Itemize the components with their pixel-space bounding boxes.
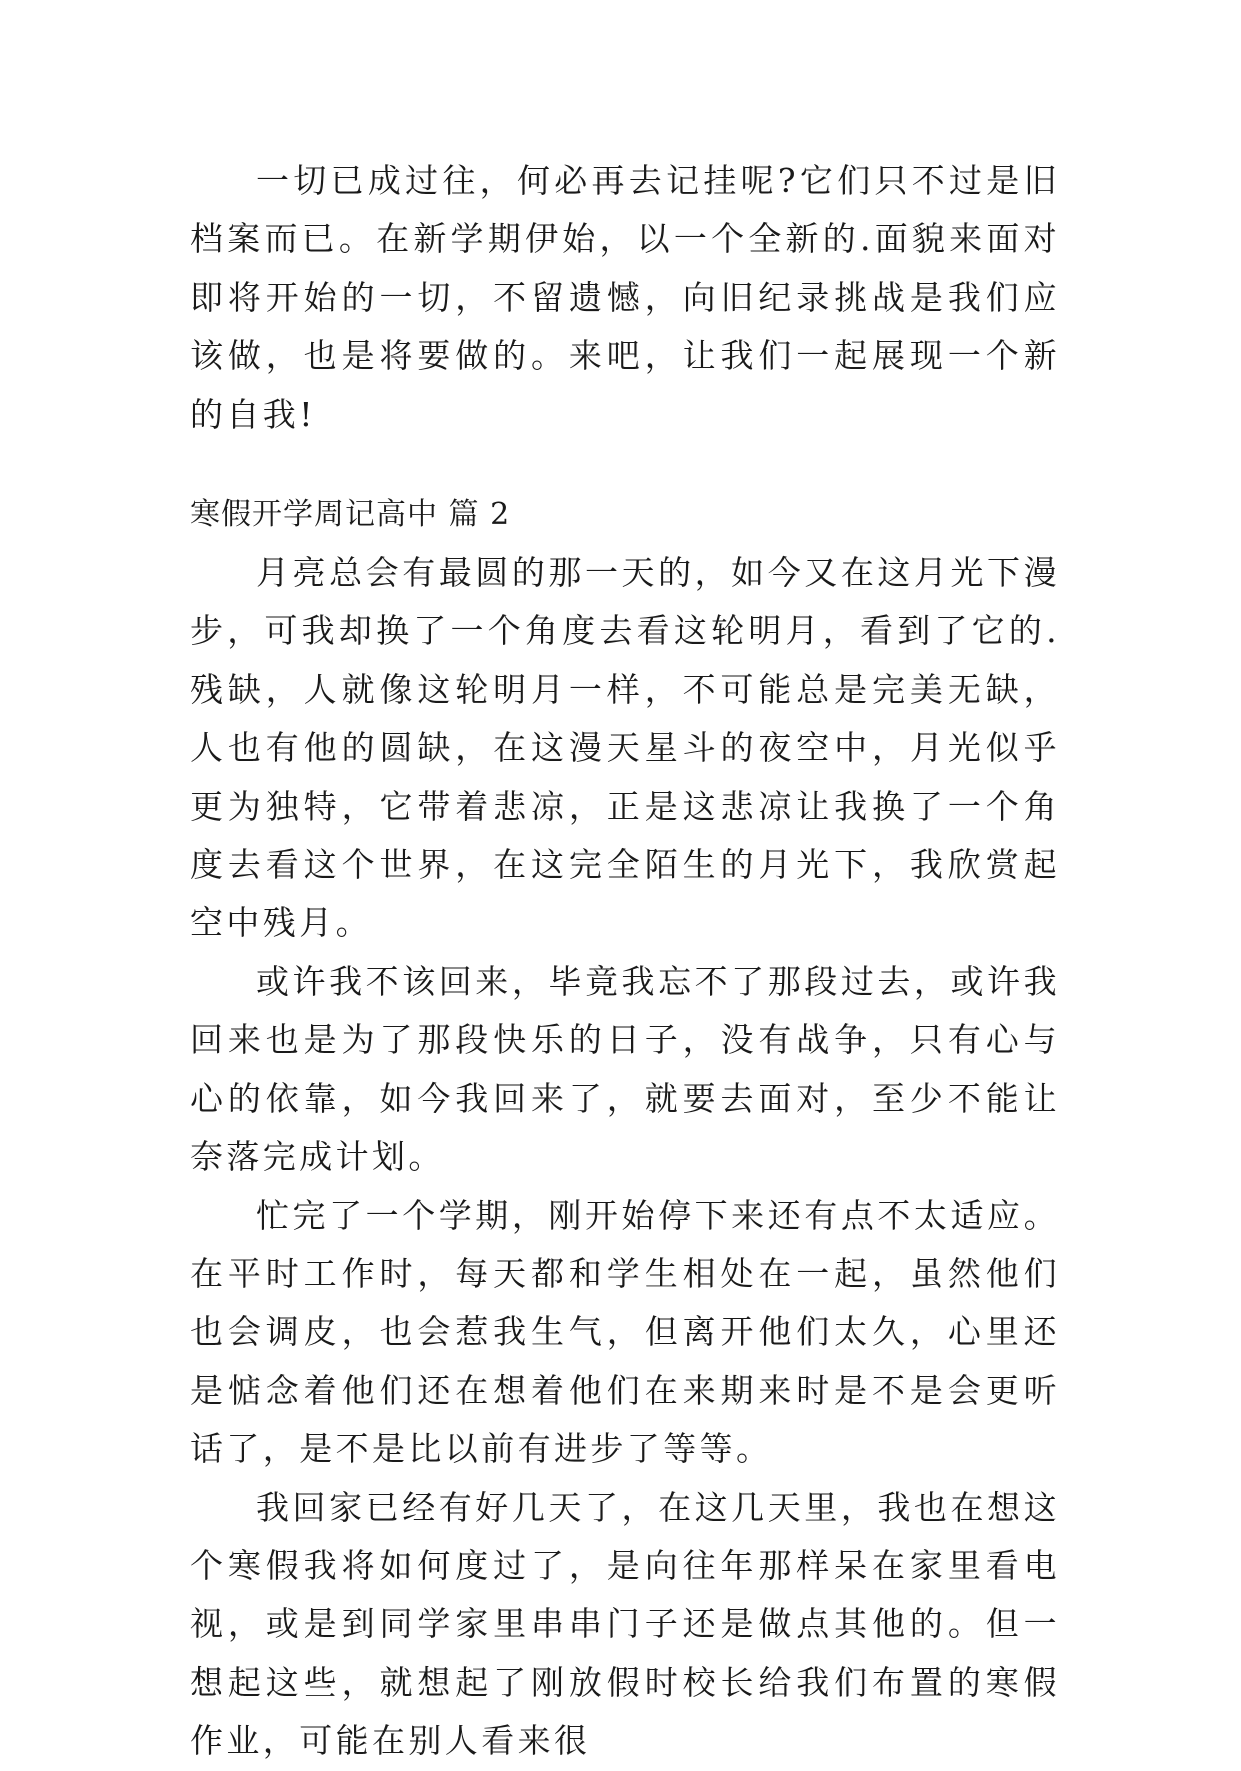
body-paragraph-2: 或许我不该回来，毕竟我忘不了那段过去，或许我回来也是为了那段快乐的日子，没有战争，只有心与心的依靠，如今我回来了，就要去面对，至少不能让奈落完成计划。 <box>190 961 1060 1177</box>
body-paragraph-1: 月亮总会有最圆的那一天的，如今又在这月光下漫步，可我却换了一个角度去看这轮明月，看到了它的.残缺，人就像这轮明月一样，不可能总是完美无缺，人也有他的圆缺，在这漫天星斗的夜空中，月光似乎更为独特，它带着悲凉，正是这悲凉让我换了一个角度去看这个世界，在这完全陌生的月光下，我欣赏起空中残月。 <box>190 553 1060 943</box>
intro-paragraph: 一切已成过往，何必再去记挂呢?它们只不过是旧档案而已。在新学期伊始，以一个全新的.面貌来面对即将开始的一切，不留遗憾，向旧纪录挑战是我们应该做，也是将要做的。来吧，让我们一起展现一个新的自我! <box>190 161 1060 434</box>
body-paragraph-3: 忙完了一个学期，刚开始停下来还有点不太适应。在平时工作时，每天都和学生相处在一起，虽然他们也会调皮，也会惹我生气，但离开他们太久，心里还是惦念着他们还在想着他们在来期来时是不是会更听话了，是不是比以前有进步了等等。 <box>190 1195 1060 1469</box>
section-title: 寒假开学周记高中 篇 2 <box>190 497 511 533</box>
body-paragraph-4: 我回家已经有好几天了，在这几天里，我也在想这个寒假我将如何度过了，是向往年那样呆在家里看电视，或是到同学家里串串门子还是做点其他的。但一想起这些，就想起了刚放假时校长给我们布置的寒假作业，可能在别人看来很 <box>190 1487 1060 1761</box>
document-body <box>190 152 1060 1771</box>
